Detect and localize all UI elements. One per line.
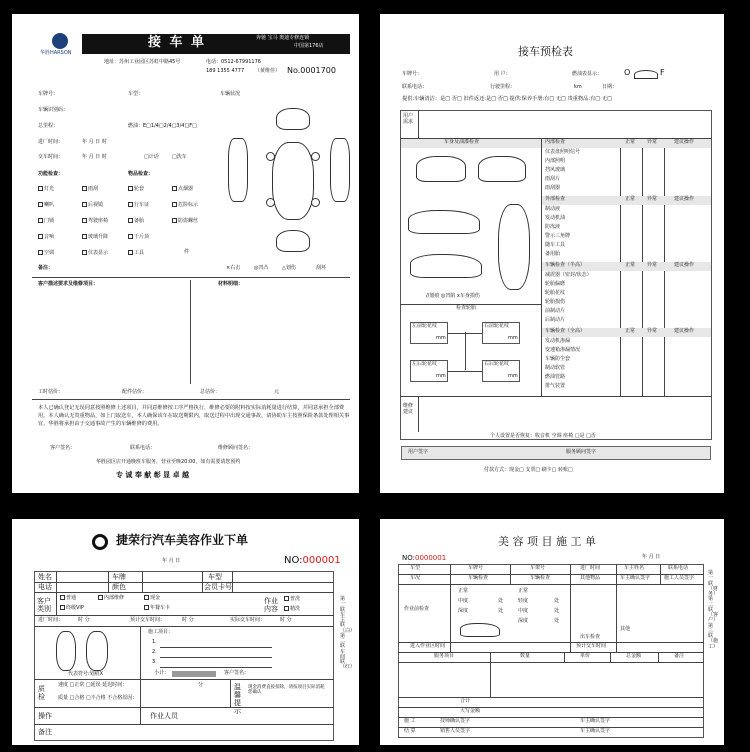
est-time-value: 时 分 — [182, 617, 194, 623]
remark-col: 备注 — [674, 653, 685, 659]
check-item: 排气装置 — [545, 383, 566, 389]
check-item: 轮胎损伤 — [545, 299, 566, 305]
damage-legend-4: 刮坏 — [316, 265, 327, 271]
check-item: 发动机渗漏 — [545, 338, 571, 344]
mm-unit: mm — [508, 335, 518, 341]
customer-sign-label: 客户签名： — [224, 670, 250, 676]
check-item: 制动液 — [545, 206, 561, 212]
tire-label: 左前轮花纹 — [412, 323, 438, 329]
no-value: 000001 — [302, 555, 341, 566]
check-item: 前制动片 — [545, 308, 566, 314]
level-deep-2: 深度 — [518, 618, 529, 624]
user-need-label: 用户需求 — [403, 113, 414, 125]
col-advice: 建议操作 — [674, 139, 695, 145]
damage-legend-2: ◎凹凸 — [254, 265, 269, 271]
phone-label: 电话 — [38, 583, 52, 591]
sum-label: 合计 — [460, 698, 471, 704]
brand-logo-icon — [52, 33, 68, 49]
remind-text: 现金消费直接扣除，请按项目实际消耗您确认 — [248, 685, 325, 696]
func-item[interactable]: 门锁 — [44, 218, 55, 224]
contact-phone-label: 联系电话： — [130, 445, 156, 451]
tire-label: 右前轮花纹 — [484, 323, 510, 329]
check-item: 车辆防尘套 — [545, 356, 571, 362]
mm-unit: mm — [436, 373, 446, 379]
row2-cell: 车况 — [410, 575, 421, 581]
copy-note: 第一联 车主联（白） 第二联 车间联（红） — [340, 596, 356, 671]
copy-note: 第一联（财务） 第二联（客户） 第三联（施工） — [708, 570, 719, 650]
tire-label: 右后轮花纹 — [484, 361, 510, 367]
form-number: No.0001700 — [287, 66, 336, 75]
body-status-label: 车辆状况 — [220, 91, 241, 97]
check-item: 雨刮器 — [545, 185, 561, 191]
advisor-sign-label: 维修顾问签名： — [218, 445, 254, 451]
name-label: 姓名 — [38, 573, 52, 581]
owner-label: 用 户： — [494, 71, 511, 77]
in-time-label: 进厂时间： — [38, 617, 64, 623]
col-abnormal: 异常 — [647, 328, 658, 334]
in-time-label: 进厂时间： — [38, 139, 64, 145]
order-title: 捷荣行汽车美容作业下单 — [116, 533, 249, 547]
check-item: 轮胎花纹 — [545, 290, 566, 296]
quality-result: 质量 □合格 □不合格 不合格原因： — [58, 695, 138, 701]
tech-sign-label: 技师确认签字 — [440, 718, 471, 724]
goods-item[interactable]: 工具 — [134, 250, 145, 256]
operate-label: 操作 — [38, 712, 52, 720]
order-date: 年 月 日 — [162, 558, 181, 564]
mobile: 189 1355 4777 — [206, 68, 245, 74]
car-diagram — [56, 631, 76, 671]
pre-inspection-sheet — [380, 14, 724, 493]
no-label: NO: — [402, 554, 415, 562]
contact-label: 联系电话： — [402, 84, 428, 90]
section-title: 车辆检查（半高） — [545, 262, 586, 268]
plate-label: 车牌 — [112, 573, 126, 581]
personal-items: 个人设置是否恢复：收音机 空调 座椅 □是 □否 — [490, 433, 596, 439]
check-item: 挡风玻璃 — [545, 167, 566, 173]
type-option[interactable]: 年餐车卡 — [150, 605, 171, 611]
row2-cell: 车辆检查 — [530, 575, 551, 581]
parts-estimate: 配件估价： — [122, 389, 148, 395]
upper-amount-label: 大写金额 — [460, 708, 481, 714]
goods-item[interactable]: 危险标示 — [178, 202, 199, 208]
disclaimer-text: 本人已确认登记无误同意按照维修上述项目，并同意维修按工序严格执行，维修必要的附料按实际消耗量进行结算，并同意承担全部费用。本人确认无贵重物品，如上门取送车，本人确保该车在取送期限内，取送过程中出现交通事故，请协助车主按照保险条款处理相关事宜，华胜将承担由于交通事故产生的车辆维修的费用。 — [38, 405, 350, 428]
model-label: 车型 — [208, 573, 222, 581]
col-abnormal: 异常 — [647, 262, 658, 268]
level-normal-2: 正常 — [518, 588, 529, 594]
check-item: 内部照明 — [545, 158, 566, 164]
quality-speed: 速度 □正常 □延误 延迟时间： — [58, 682, 128, 688]
check-item: 制动软管 — [545, 365, 566, 371]
spot-unit: 处 — [554, 608, 560, 614]
service-date: 年 月 日 — [642, 554, 661, 560]
member-no-label: 会员卡号 — [204, 583, 232, 591]
row2-cell: 车主确认签字 — [620, 575, 651, 581]
head-cell: 联系电话 — [668, 565, 689, 571]
car-side-view-2 — [410, 254, 482, 278]
check-item: 仪表盘照明信号 — [545, 149, 581, 155]
head-cell: 车型 — [410, 565, 421, 571]
subtotal-redacted — [172, 671, 216, 677]
col-normal: 正常 — [625, 328, 636, 334]
row2-cell: 车辆检查 — [468, 575, 489, 581]
col-abnormal: 异常 — [647, 196, 658, 202]
check-item: 后制动片 — [545, 317, 566, 323]
est-time-label: 预计交车时间 — [576, 643, 607, 649]
type-option[interactable]: 现金 — [150, 595, 161, 601]
section-title: 内部检查 — [545, 139, 566, 145]
footer-motto: 专 诚 奉 献 彰 显 卓 越 — [116, 471, 190, 479]
legend-text: 代表符号:划痕X — [68, 671, 104, 677]
staff-label: 施 工 — [404, 718, 416, 724]
row2-cell: 施工人员签字 — [664, 575, 695, 581]
footer-hours: 华胜园区店开通晚班车服务，营业至晚20:00，如有需要请您预约 — [96, 459, 241, 465]
goods-item[interactable]: 点烟器 — [178, 186, 194, 192]
mileage-label: 总里程： — [38, 123, 59, 129]
func-item[interactable]: 灯光 — [44, 186, 55, 192]
col-normal: 正常 — [625, 196, 636, 202]
type-option[interactable]: 内部维修 — [104, 595, 125, 601]
damage-legend-1: ×右击 — [226, 265, 241, 271]
goods-unit: 件 — [184, 249, 190, 255]
in-time-value: 年 月 日 时 — [82, 139, 107, 145]
level-normal: 正常 — [458, 588, 469, 594]
enter-time-label: 进入作业区时间 — [410, 643, 446, 649]
materials-label: 材料明细： — [218, 281, 244, 287]
level-light: 轻度 — [518, 598, 529, 604]
type-option[interactable]: 终级VIP — [66, 605, 84, 611]
car-body-diagram — [262, 108, 324, 268]
wash-option[interactable]: 普洗 — [290, 596, 301, 602]
level-deep: 深度 — [458, 608, 469, 614]
timing-option[interactable]: □计话 — [144, 154, 159, 160]
check-item: 轮胎偏磨 — [545, 281, 566, 287]
payment-options: 付款方式：现金□ 支票□ 刷卡□ 转账□ — [484, 467, 573, 473]
mm-unit: mm — [436, 335, 446, 341]
col-abnormal: 异常 — [647, 139, 658, 145]
head-cell: 进厂时间 — [580, 565, 601, 571]
mm-unit: mm — [508, 373, 518, 379]
minute-unit: 分 — [198, 682, 204, 688]
out-time-value: 年 月 日 时 — [82, 154, 107, 160]
service-title: 美 容 项 目 施 工 单 — [498, 535, 596, 548]
notes-label: 备注 — [38, 728, 52, 736]
section-title: 外部检查 — [545, 196, 566, 202]
work-line-1: 1. — [152, 639, 157, 645]
function-check-label: 功能检查： — [38, 171, 64, 177]
work-line-3: 3. — [152, 659, 157, 665]
amount-col: 总金额 — [626, 653, 642, 659]
tire-label: 左后轮花纹 — [412, 361, 438, 367]
check-item: 发动机油 — [545, 215, 566, 221]
work-line-2: 2. — [152, 649, 157, 655]
car-side-view — [408, 210, 480, 234]
provide-options: 提供:车辆清洁：是□ 否□ 旧件返还:是□ 否□ 提供:保养手册:有□ 无□ 贵重物品:有□ 无□ — [402, 96, 612, 102]
beauty-work-order — [12, 519, 359, 745]
func-item[interactable]: 喇叭 — [44, 202, 55, 208]
func-item[interactable]: 空调 — [44, 250, 55, 256]
sales-sign-label: 销售人员签字 — [440, 728, 471, 734]
subtotal-label: 小计： — [154, 670, 170, 676]
vehicle-reception-form — [12, 14, 359, 493]
check-item: 防冻液 — [545, 224, 561, 230]
spot-unit: 处 — [498, 598, 504, 604]
plate-label: 车牌号： — [402, 71, 423, 77]
customer-type-label: 客户类别 — [37, 597, 51, 614]
qty-col: 数量 — [520, 653, 531, 659]
fuel-gauge-icon — [634, 70, 658, 79]
mileage-label: 行驶里程： — [490, 84, 516, 90]
form-title: 接 车 单 — [148, 35, 207, 50]
other-label: 其他 — [620, 626, 631, 632]
precheck-title: 接车预检表 — [518, 45, 573, 58]
bill-label: 结 算 — [404, 728, 416, 734]
col-advice: 建议操作 — [674, 196, 695, 202]
labor-estimate: 工时估价： — [38, 389, 64, 395]
in-time-value: 时 分 — [78, 617, 90, 623]
km-unit: km — [574, 84, 582, 90]
remarks-label: 备注： — [38, 265, 54, 271]
logo-icon — [92, 534, 108, 550]
head-cell: 车架号 — [530, 565, 546, 571]
user-sign-label: 用户签字 — [408, 449, 429, 455]
check-item: 随车工具 — [545, 242, 566, 248]
customer-sign-label: 客户签名： — [50, 445, 76, 451]
func-item[interactable]: 玻璃升降 — [88, 234, 109, 240]
goods-item[interactable]: 行车证 — [134, 202, 150, 208]
level-minor-2: 中度 — [518, 608, 529, 614]
est-time-label: 预计交车时间： — [130, 617, 166, 623]
col-advice: 建议操作 — [674, 328, 695, 334]
real-time-label: 实际交车时间： — [230, 617, 266, 623]
color-label: 颜色 — [112, 583, 126, 591]
section-title: 车辆检查（全高） — [545, 328, 586, 334]
beauty-service-sheet — [380, 519, 724, 745]
func-item[interactable]: 驾驶座椅 — [88, 218, 109, 224]
advisor-sign-label: 服务顾问签字 — [566, 449, 597, 455]
address: 地址：苏州工业园区苏虹中路45号 — [104, 59, 181, 65]
out-time-label: 交车时间： — [38, 154, 64, 160]
no-label: NO: — [284, 555, 303, 566]
func-item[interactable]: 仪表显示 — [88, 250, 109, 256]
owner-sign-label-2: 车主确认签字 — [580, 728, 611, 734]
wash-option[interactable]: □洗车 — [172, 154, 187, 160]
col-normal: 正常 — [625, 139, 636, 145]
func-item[interactable]: 后视镜 — [88, 202, 104, 208]
check-item: 雨刮片 — [545, 176, 561, 182]
car-front-view — [416, 156, 466, 182]
date-label: 日期： — [602, 84, 618, 90]
phone: 电话：0512-67991176 — [206, 59, 261, 65]
goods-check-label: 物品检查： — [128, 171, 154, 177]
goods-item[interactable]: 防盗螺丝 — [178, 218, 199, 224]
brand-name: 华胜HARSON — [40, 50, 72, 56]
car-rear-view — [478, 156, 526, 182]
mobile-note: （黄维佳） — [255, 68, 281, 74]
price-col: 单价 — [580, 653, 591, 659]
damage-legend: //划痕 ◎凹陷 x车身损伤 — [426, 293, 480, 299]
check-item: 燃油管路 — [545, 374, 566, 380]
car-right-side — [330, 138, 350, 202]
service-col: 服务项目 — [434, 653, 455, 659]
row2-cell: 其他物品 — [580, 575, 601, 581]
fuel-full-mark: F — [660, 68, 665, 77]
type-option[interactable]: 普通 — [66, 595, 77, 601]
goods-item[interactable]: 备胎 — [134, 218, 145, 224]
car-diagram-2 — [86, 631, 108, 671]
fuel-empty-mark: O — [624, 68, 631, 77]
staff-label: 作业人员 — [150, 712, 178, 720]
fuel-label: 燃油：E□1/4□2/4□3/4□F□ — [128, 123, 197, 129]
spot-unit: 处 — [554, 598, 560, 604]
real-time-value: 时 分 — [280, 617, 292, 623]
customer-desc-label: 客户描述要求及维修项目： — [38, 281, 99, 287]
car-top-view — [498, 204, 530, 290]
check-item: 备用胎 — [545, 251, 561, 257]
exit-check-label: 出车检查 — [580, 634, 601, 640]
service-grid — [398, 564, 704, 738]
level-minor: 中度 — [458, 598, 469, 604]
total-estimate: 总估价： — [200, 389, 221, 395]
remind-label: 温馨提示 — [234, 683, 241, 716]
head-cell: 车牌号 — [468, 565, 484, 571]
yuan-unit: 元 — [274, 389, 280, 395]
no-value: 0000001 — [414, 554, 447, 562]
car-side-diagram — [460, 623, 500, 637]
head-cell: 车主姓名 — [624, 565, 645, 571]
pre-check-label: 作业前检查 — [404, 606, 430, 612]
goods-item[interactable]: 千斤顶 — [134, 234, 150, 240]
quality-label: 质检 — [38, 685, 45, 702]
slogan-line2: 中国第176店 — [294, 43, 324, 49]
col-normal: 正常 — [625, 262, 636, 268]
plate-label: 车牌号： — [38, 91, 59, 97]
func-item[interactable]: 雨刮 — [88, 186, 99, 192]
model-label: 车型： — [128, 91, 144, 97]
spot-unit: 处 — [554, 618, 560, 624]
vin-label: 车辆识别码： — [38, 107, 69, 113]
spot-unit: 处 — [498, 608, 504, 614]
check-item: 减震器（密封/状态） — [545, 272, 592, 278]
wash-option[interactable]: 精洗 — [290, 606, 301, 612]
damage-legend-3: △划伤 — [282, 265, 296, 271]
check-item: 警示三角牌 — [545, 233, 571, 239]
advice-label: 维修建议 — [403, 403, 414, 415]
goods-item[interactable]: 轮套 — [134, 186, 145, 192]
tire-check-title: 检查轮胎 — [456, 305, 477, 311]
work-items-label: 施工项目： — [148, 629, 174, 635]
work-content-label: 作业内容 — [264, 597, 278, 614]
body-check-title: 车身及油漆检查 — [444, 139, 480, 145]
car-left-side — [228, 138, 248, 202]
col-advice: 建议操作 — [674, 262, 695, 268]
slogan-line1: 奔驰 宝马 奥迪专修连锁 — [256, 35, 310, 41]
fuel-display-label: 燃油表显示： — [572, 71, 603, 77]
check-item: 变速箱渗漏情况 — [545, 347, 581, 353]
func-item[interactable]: 音响 — [44, 234, 55, 240]
order-number — [284, 555, 341, 567]
owner-sign-label: 车主确认签字 — [580, 718, 611, 724]
